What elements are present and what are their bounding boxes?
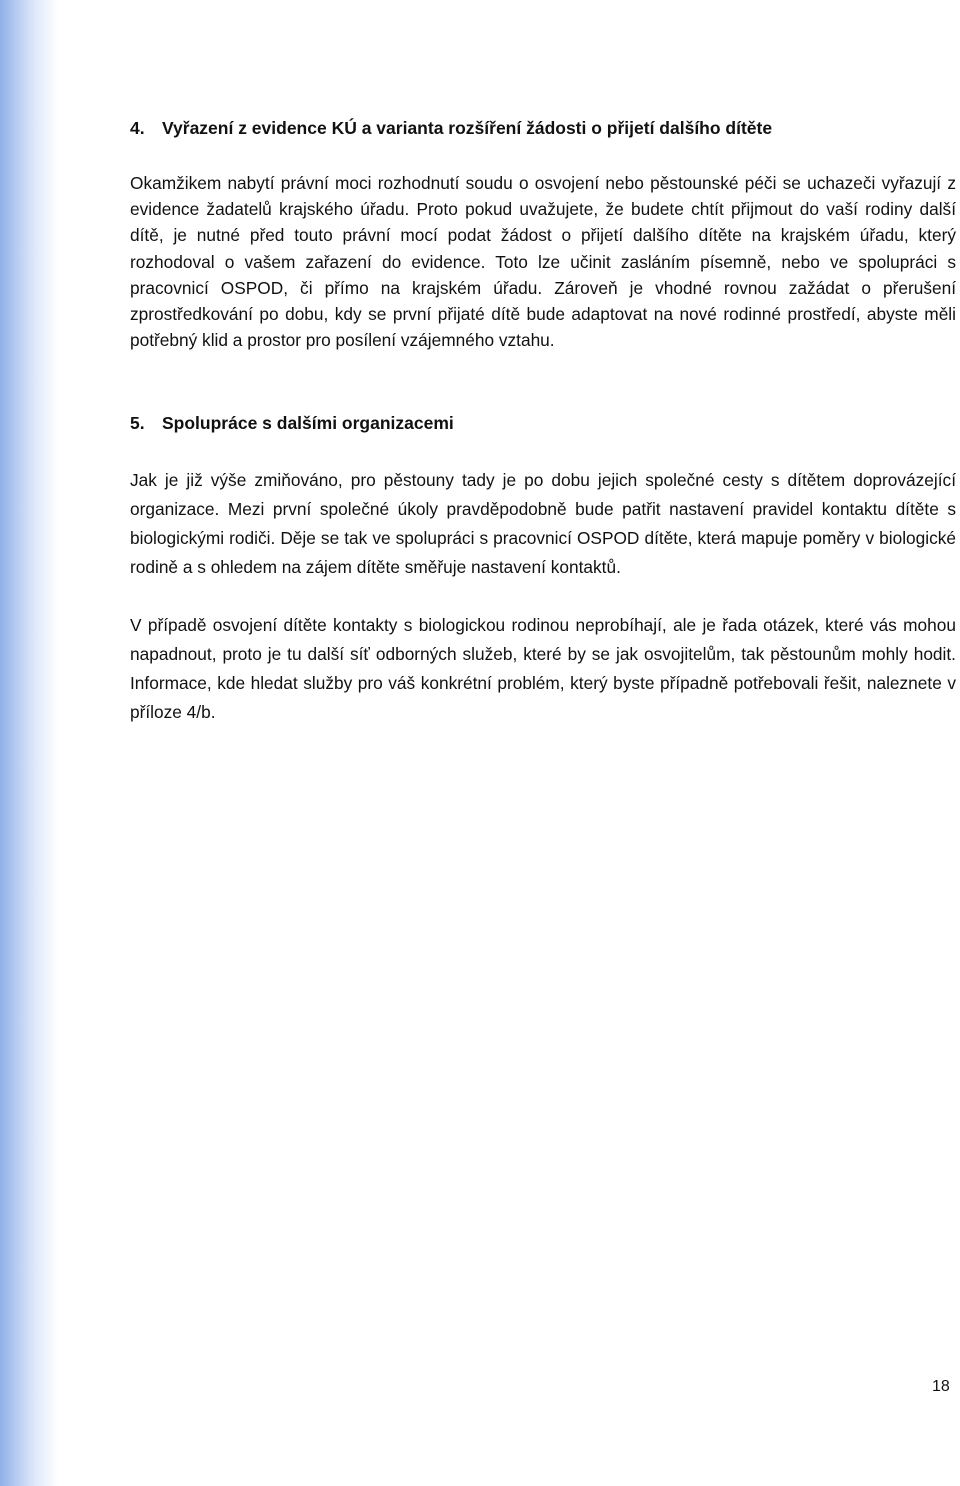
section-5-paragraph-1: Jak je již výše zmiňováno, pro pěstouny tady je po dobu jejich společné cesty s dítětem doprovázející organizace. Mezi první společné úkoly pravděpodobně bude patřit nastavení pravidel kontaktu dítěte s biologickými rodiči. Děje se tak ve spolupráci s pracovnicí OSPOD dítěte, která mapuje poměry v biologické rodině a s ohledem na zájem dítěte směřuje nastavení kontaktů. xyxy=(130,470,956,577)
section-4-title: Vyřazení z evidence KÚ a varianta rozšíření žádosti o přijetí dalšího dítěte xyxy=(162,118,773,138)
section-4-heading xyxy=(130,117,772,139)
page-number: 18 xyxy=(932,1378,950,1395)
section-4-number: 4. xyxy=(130,118,145,138)
section-5-heading xyxy=(130,412,454,434)
section-5-number: 5. xyxy=(130,413,145,433)
section-4-paragraph: Okamžikem nabytí právní moci rozhodnutí soudu o osvojení nebo pěstounské péči se uchazeči vyřazují z evidence žadatelů krajského úřadu. Proto pokud uvažujete, že budete chtít přijmout do vaší rodiny další dítě, je nutné před touto právní mocí podat žádost o přijetí dalšího dítěte na krajském úřadu, který rozhodoval o vašem zařazení do evidence. Toto lze učinit zasláním písemně, nebo ve spolupráci s pracovnicí OSPOD, či přímo na krajském úřadu. Zároveň je vhodné rovnou zažádat o přerušení zprostředkování po dobu, kdy se první přijaté dítě bude adaptovat na nové rodinné prostředí, abyste měli potřebný klid a prostor pro posílení vzájemného vztahu. xyxy=(130,173,956,351)
section-5-paragraph-2: V případě osvojení dítěte kontakty s biologickou rodinou neprobíhají, ale je řada otázek, které vás mohou napadnout, proto je tu další síť odborných služeb, které by se jak osvojitelům, tak pěstounům mohly hodit. Informace, kde hledat služby pro váš konkrétní problém, který byste případně potřebovali řešit, naleznete v příloze 4/b. xyxy=(130,615,956,722)
decorative-side-band xyxy=(0,0,58,1486)
section-5-title: Spolupráce s dalšími organizacemi xyxy=(162,413,454,433)
